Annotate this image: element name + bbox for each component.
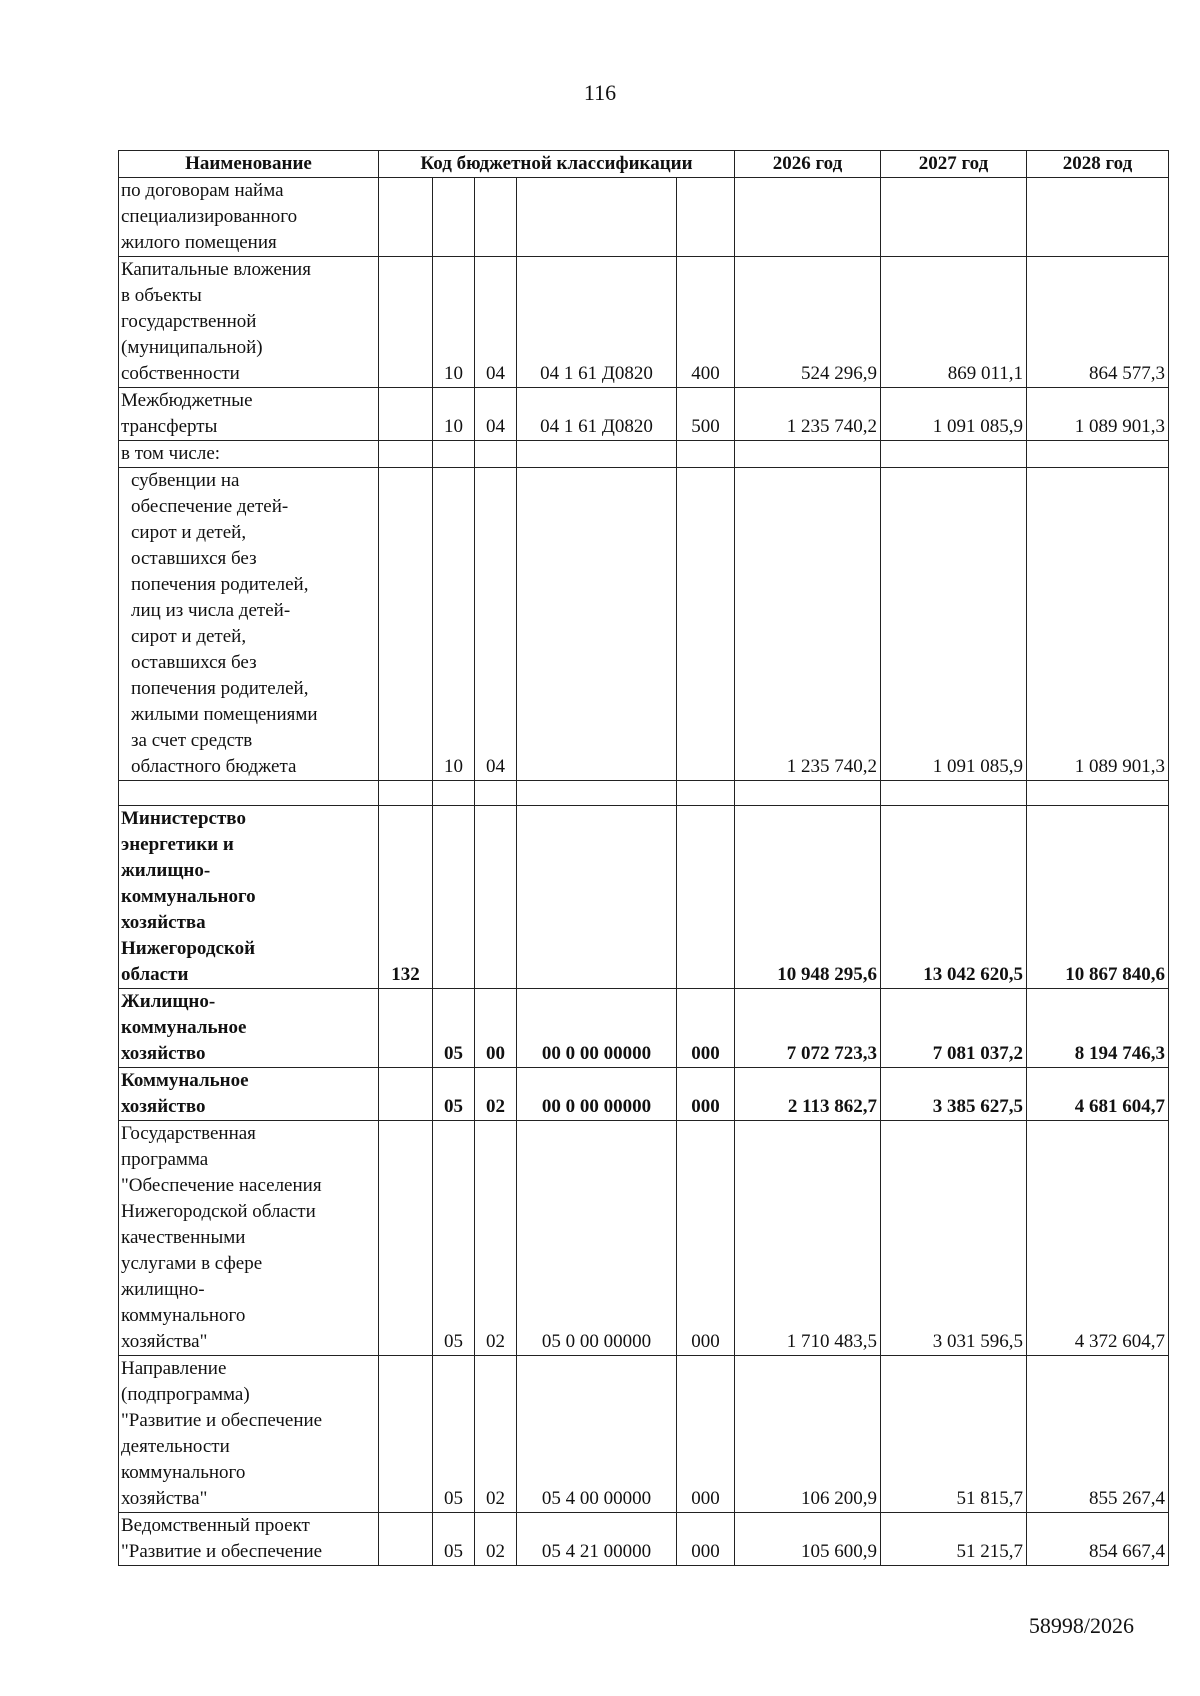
cell-subsection-code: 02 [475,1121,517,1356]
cell-expense-type-code: 000 [677,989,735,1068]
cell-expense-type-code [677,468,735,781]
cell-section-code: 05 [433,1068,475,1121]
cell-target-article-code: 04 1 61 Д0820 [517,388,677,441]
cell-grbs-code [379,1356,433,1513]
cell-target-article-code: 00 0 00 00000 [517,1068,677,1121]
table-row [119,781,1169,806]
budget-table [118,150,1169,1566]
cell-grbs-code [379,1513,433,1566]
cell-expense-type-code: 000 [677,1513,735,1566]
cell-amount-2027: 1 091 085,9 [881,388,1027,441]
cell-expense-type-code: 000 [677,1121,735,1356]
cell-section-code [433,441,475,468]
cell-amount-2027: 51 815,7 [881,1356,1027,1513]
cell-subsection-code: 02 [475,1356,517,1513]
cell-amount-2028: 864 577,3 [1027,257,1169,388]
cell-subsection-code: 02 [475,1068,517,1121]
cell-grbs-code [379,441,433,468]
cell-amount-2026: 10 948 295,6 [735,806,881,989]
cell-amount-2026 [735,781,881,806]
cell-subsection-code: 00 [475,989,517,1068]
cell-section-code: 10 [433,468,475,781]
table-row [119,1121,1169,1356]
cell-name: Жилищно- коммунальное хозяйство [119,989,379,1068]
cell-target-article-code [517,441,677,468]
cell-section-code: 10 [433,257,475,388]
cell-subsection-code [475,781,517,806]
cell-grbs-code [379,178,433,257]
cell-amount-2028: 8 194 746,3 [1027,989,1169,1068]
cell-subsection-code: 04 [475,468,517,781]
cell-target-article-code: 05 4 00 00000 [517,1356,677,1513]
cell-target-article-code: 00 0 00 00000 [517,989,677,1068]
cell-grbs-code [379,468,433,781]
cell-grbs-code: 132 [379,806,433,989]
cell-section-code [433,806,475,989]
cell-target-article-code [517,178,677,257]
cell-subsection-code: 04 [475,388,517,441]
cell-expense-type-code: 500 [677,388,735,441]
cell-amount-2028: 855 267,4 [1027,1356,1169,1513]
header-2026: 2026 год [735,151,881,178]
cell-amount-2027 [881,781,1027,806]
cell-section-code: 05 [433,1356,475,1513]
cell-section-code [433,178,475,257]
document-id: 58998/2026 [1028,1613,1134,1638]
cell-amount-2026: 2 113 862,7 [735,1068,881,1121]
cell-name: Государственная программа "Обеспечение населения Нижегородской области качественными услугами в сфере жилищно- коммунального хозяйства" [119,1121,379,1356]
cell-name: Направление (подпрограмма) "Развитие и обеспечение деятельности коммунального хозяйства" [119,1356,379,1513]
cell-name: субвенции на обеспечение детей- сирот и детей, оставшихся без попечения родителей, лиц из числа детей- сирот и детей, оставшихся без попечения родителей, жилыми помещениями за счет средств областного бюджета [119,468,379,781]
cell-name: в том числе: [119,441,379,468]
cell-amount-2027: 869 011,1 [881,257,1027,388]
table-row [119,257,1169,388]
cell-amount-2028 [1027,441,1169,468]
cell-grbs-code [379,781,433,806]
cell-amount-2026 [735,178,881,257]
cell-amount-2028: 1 089 901,3 [1027,468,1169,781]
cell-target-article-code: 05 4 21 00000 [517,1513,677,1566]
cell-expense-type-code [677,806,735,989]
cell-section-code: 05 [433,1513,475,1566]
cell-expense-type-code [677,781,735,806]
cell-grbs-code [379,388,433,441]
table-row [119,806,1169,989]
table-row [119,1356,1169,1513]
cell-amount-2027: 13 042 620,5 [881,806,1027,989]
cell-amount-2026: 7 072 723,3 [735,989,881,1068]
cell-name [119,781,379,806]
cell-subsection-code: 02 [475,1513,517,1566]
cell-expense-type-code [677,441,735,468]
cell-expense-type-code: 000 [677,1356,735,1513]
cell-amount-2027: 3 031 596,5 [881,1121,1027,1356]
table-row [119,1513,1169,1566]
cell-amount-2028: 10 867 840,6 [1027,806,1169,989]
table-row [119,441,1169,468]
table-row [119,388,1169,441]
cell-target-article-code [517,468,677,781]
cell-expense-type-code [677,178,735,257]
cell-target-article-code [517,781,677,806]
cell-amount-2026: 524 296,9 [735,257,881,388]
table-header-row [119,151,1169,178]
cell-amount-2026: 1 235 740,2 [735,468,881,781]
cell-name: Коммунальное хозяйство [119,1068,379,1121]
cell-amount-2027: 51 215,7 [881,1513,1027,1566]
cell-amount-2028 [1027,781,1169,806]
cell-subsection-code [475,441,517,468]
cell-amount-2028 [1027,178,1169,257]
table-row [119,468,1169,781]
cell-section-code: 05 [433,989,475,1068]
cell-name: Межбюджетные трансферты [119,388,379,441]
cell-expense-type-code: 000 [677,1068,735,1121]
table-row [119,1068,1169,1121]
header-2027: 2027 год [881,151,1027,178]
table-row [119,178,1169,257]
header-name: Наименование [119,151,379,178]
cell-grbs-code [379,1068,433,1121]
cell-target-article-code: 04 1 61 Д0820 [517,257,677,388]
cell-amount-2027: 1 091 085,9 [881,468,1027,781]
cell-amount-2027 [881,441,1027,468]
cell-expense-type-code: 400 [677,257,735,388]
cell-subsection-code [475,806,517,989]
cell-amount-2027: 7 081 037,2 [881,989,1027,1068]
cell-amount-2026: 105 600,9 [735,1513,881,1566]
cell-amount-2026: 1 710 483,5 [735,1121,881,1356]
header-code: Код бюджетной классификации [379,151,735,178]
cell-grbs-code [379,257,433,388]
cell-amount-2027 [881,178,1027,257]
cell-amount-2027: 3 385 627,5 [881,1068,1027,1121]
cell-section-code: 05 [433,1121,475,1356]
cell-name: Ведомственный проект "Развитие и обеспечение [119,1513,379,1566]
table-body [119,178,1169,1566]
cell-grbs-code [379,1121,433,1356]
cell-amount-2026: 1 235 740,2 [735,388,881,441]
cell-amount-2028: 4 681 604,7 [1027,1068,1169,1121]
cell-name: по договорам найма специализированного жилого помещения [119,178,379,257]
cell-amount-2026: 106 200,9 [735,1356,881,1513]
cell-subsection-code: 04 [475,257,517,388]
cell-grbs-code [379,989,433,1068]
cell-name: Министерство энергетики и жилищно- коммунального хозяйства Нижегородской области [119,806,379,989]
header-2028: 2028 год [1027,151,1169,178]
cell-name: Капитальные вложения в объекты государственной (муниципальной) собственности [119,257,379,388]
cell-amount-2028: 4 372 604,7 [1027,1121,1169,1356]
page-number: 116 [583,80,617,105]
cell-amount-2028: 854 667,4 [1027,1513,1169,1566]
cell-target-article-code [517,806,677,989]
cell-section-code [433,781,475,806]
table-row [119,989,1169,1068]
cell-amount-2026 [735,441,881,468]
cell-section-code: 10 [433,388,475,441]
cell-target-article-code: 05 0 00 00000 [517,1121,677,1356]
cell-amount-2028: 1 089 901,3 [1027,388,1169,441]
cell-subsection-code [475,178,517,257]
